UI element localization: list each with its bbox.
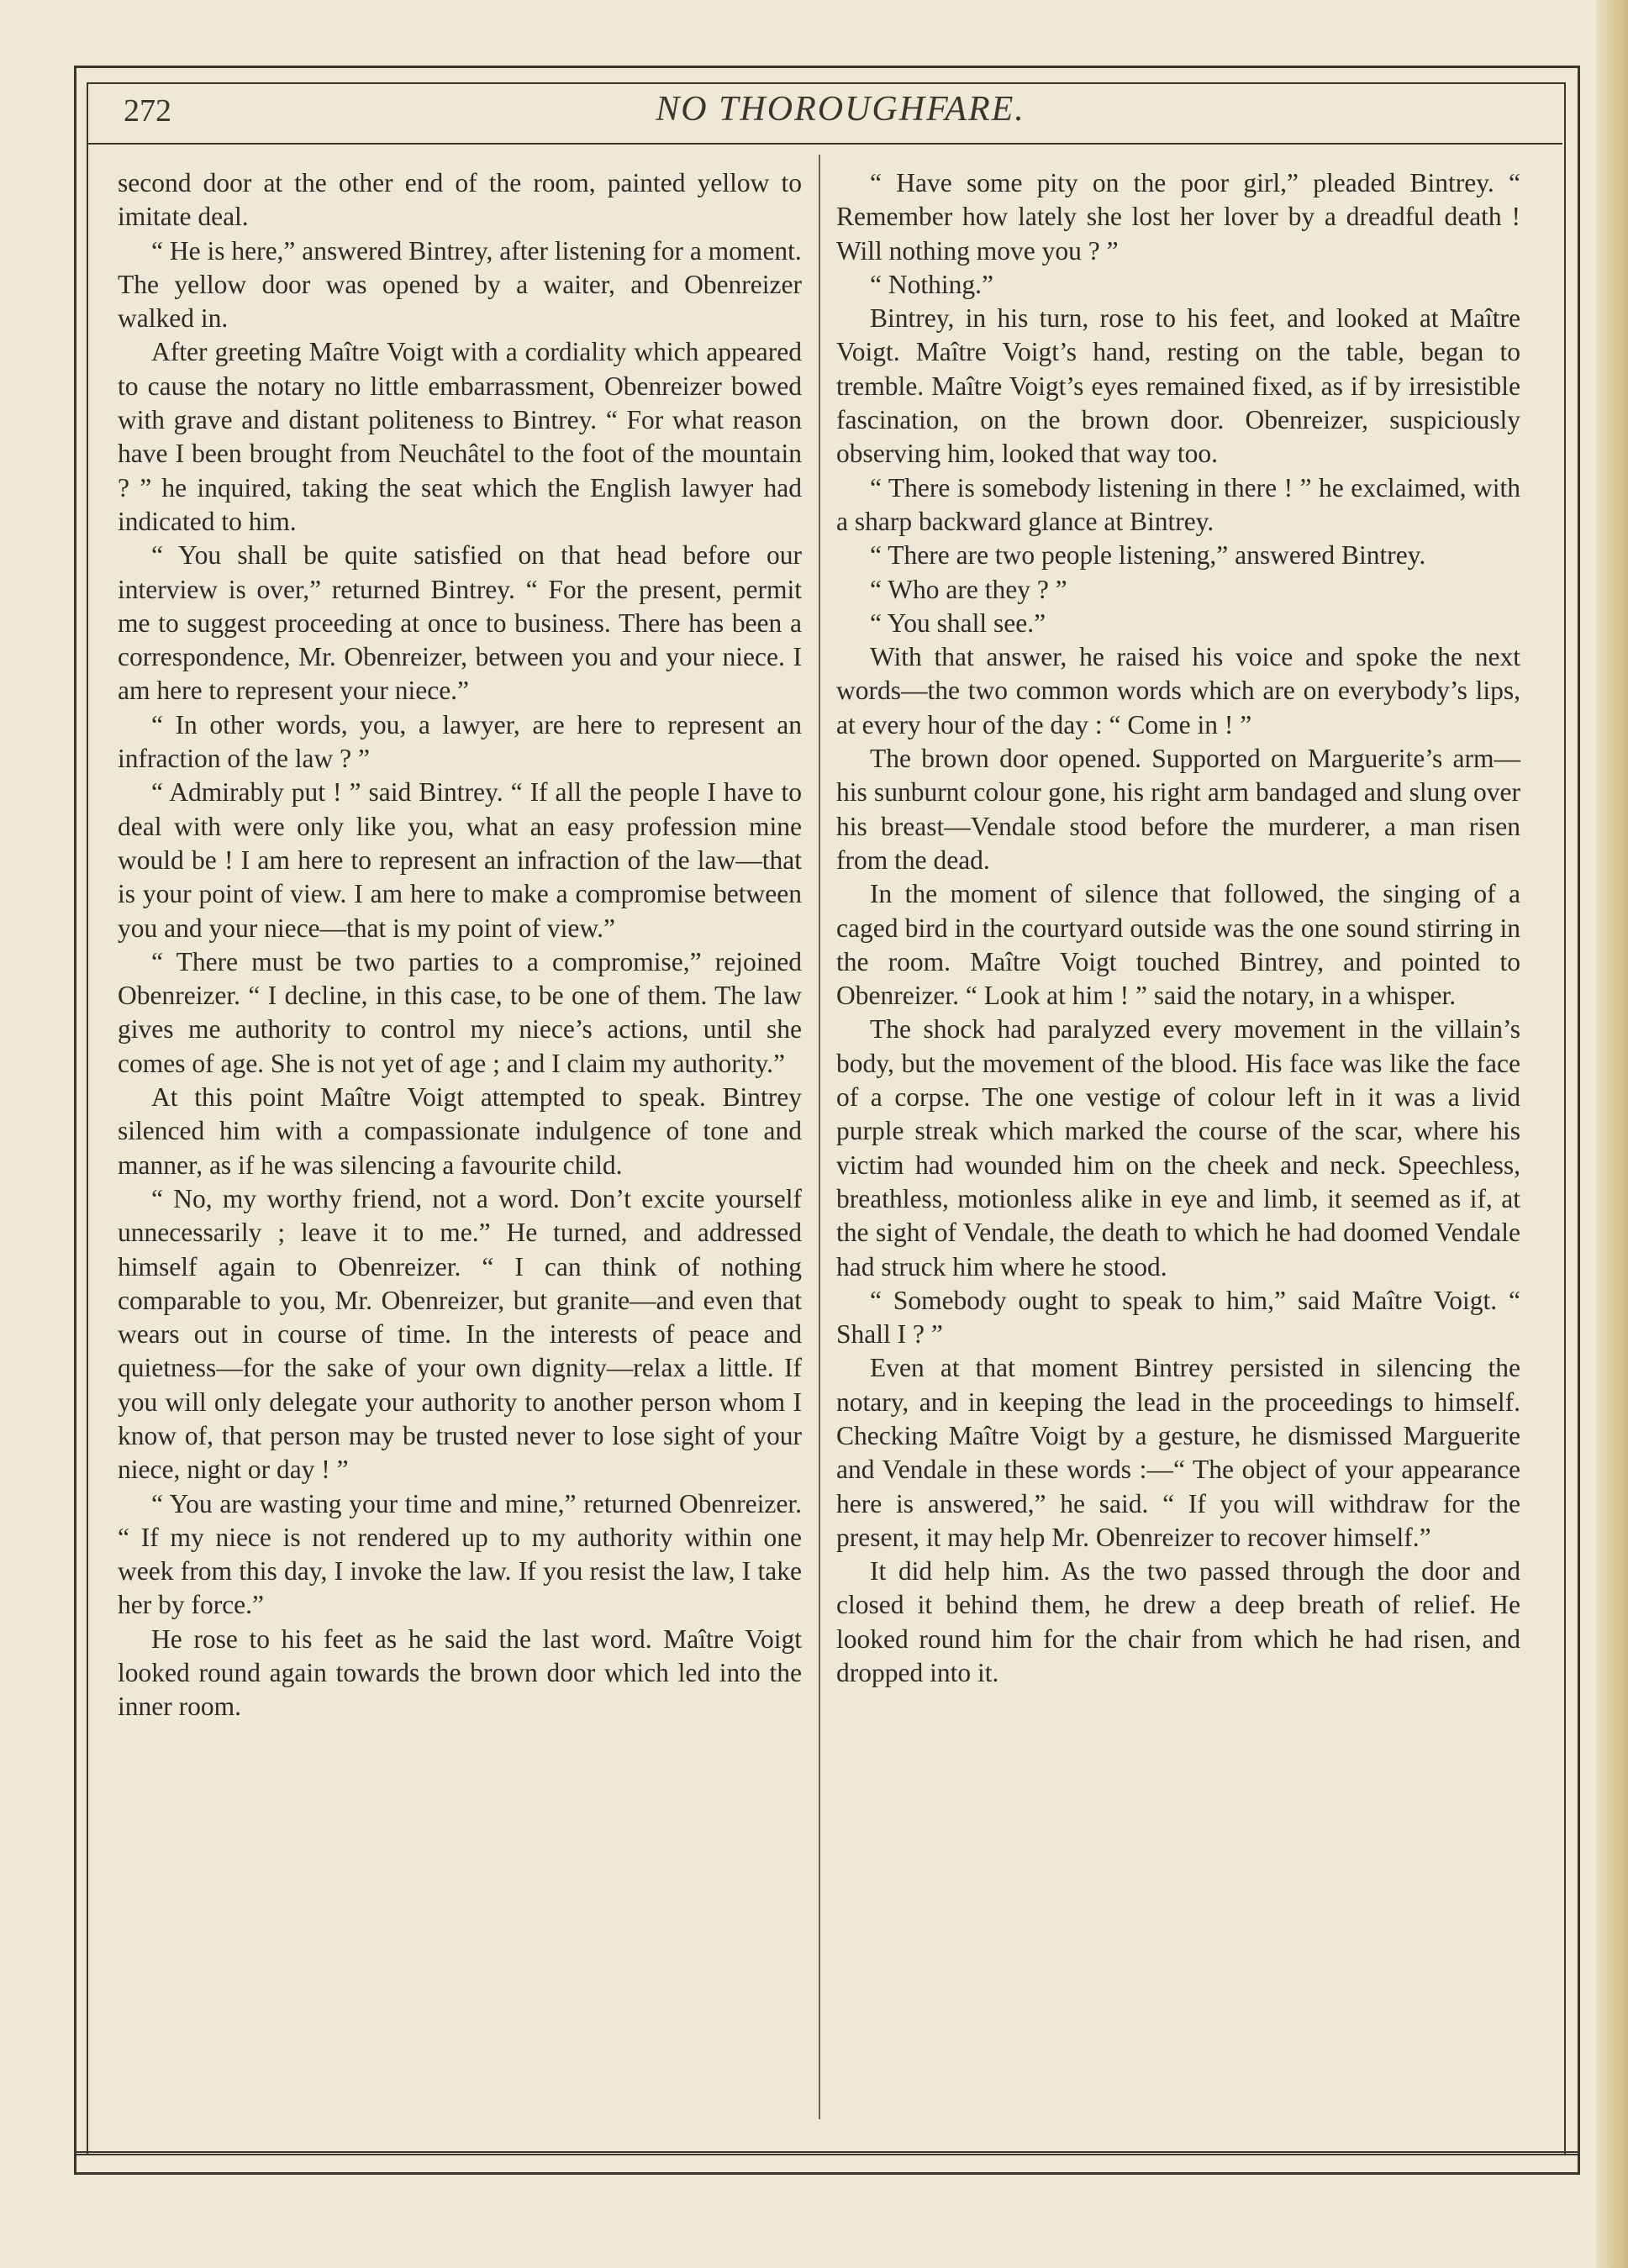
page-number: 272: [124, 93, 171, 129]
paragraph: “ Nothing.”: [870, 269, 993, 299]
paragraph: Bintrey, in his turn, rose to his feet, and looked at Maître Voigt. Maître Voigt’s hand, resting on the table, began to tremble. Maître Voigt’s eyes remained fixed, as if by irresistible fascination, on the brown door. Obenreizer, suspiciously observing him, looked that way too.: [836, 303, 1520, 469]
paragraph: “ Who are they ? ”: [870, 574, 1067, 604]
right-column: [836, 166, 1520, 1690]
paragraph: “ You shall be quite satisfied on that head before our interview is over,” returned Bintrey. “ For the present, permit me to suggest proceeding at once to business. There has been a correspondence, Mr. Obenreizer, between you and your niece. I am here to represent your niece.”: [118, 540, 802, 706]
paragraph: “ Admirably put ! ” said Bintrey. “ If all the people I have to deal with were only like you, what an easy profession mine would be ! I am here to represent an infraction of the law—that is your point of view. I am here to make a compromise between you and your niece—that is my point of view.”: [118, 777, 802, 943]
column-divider: [819, 155, 820, 2119]
left-column: [118, 166, 802, 1724]
paragraph: The shock had paralyzed every movement in the villain’s body, but the movement of the blood. His face was like the face of a corpse. The one vestige of colour left in it was a livid purple streak which marked the course of the scar, where his victim had wounded him on the cheek and neck. Speechless, breathless, motionless alike in eye and limb, it seemed as if, at the sight of Vendale, the death to which he had doomed Vendale had struck him where he stood.: [836, 1014, 1520, 1281]
paragraph: “ You are wasting your time and mine,” returned Obenreizer. “ If my niece is not rendered up to my authority within one week from this day, I invoke the law. If you resist the law, I take her by force.”: [118, 1488, 802, 1620]
page-edge: [1596, 0, 1628, 2268]
paragraph: In the moment of silence that followed, the singing of a caged bird in the courtyard outside was the one sound stirring in the room. Maître Voigt touched Bintrey, and pointed to Obenreizer. “ Look at him ! ” said the notary, in a whisper.: [836, 879, 1520, 1011]
paragraph: “ He is here,” answered Bintrey, after listening for a moment.: [151, 235, 802, 266]
header-rule: [87, 143, 1562, 145]
paragraph: “ Somebody ought to speak to him,” said Maître Voigt. “ Shall I ? ”: [836, 1285, 1520, 1350]
paragraph: At this point Maître Voigt attempted to speak. Bintrey silenced him with a compassionate indulgence of tone and manner, as if he was silencing a favourite child.: [118, 1082, 802, 1180]
paragraph: “ There are two people listening,” answered Bintrey.: [870, 540, 1426, 571]
paragraph: “ No, my worthy friend, not a word. Don’t excite yourself unnecessarily ; leave it to me.” He turned, and addressed himself again to Obenreizer. “ I can think of nothing comparable to you, Mr. Obenreizer, but granite—and even that wears out in course of time. In the interests of peace and quietness—for the sake of your own dignity—relax a little. If you will only delegate your authority to another person whom I know of, that person may be trusted never to lose sight of your niece, night or day ! ”: [118, 1183, 802, 1485]
paragraph: After greeting Maître Voigt with a cordiality which appeared to cause the notary no little embarrassment, Obenreizer bowed with grave and distant politeness to Bintrey. “ For what reason have I been brought from Neuchâtel to the foot of the mountain ? ” he inquired, taking the seat which the English lawyer had indicated to him.: [118, 337, 802, 536]
paragraph: “ In other words, you, a lawyer, are here to represent an infraction of the law ? ”: [118, 709, 802, 774]
paragraph: He rose to his feet as he said the last word. Maître Voigt looked round again towards the brown door which led into the inner room.: [118, 1623, 802, 1722]
paragraph: “ You shall see.”: [870, 608, 1046, 638]
running-title: NO THOROUGHFARE.: [656, 90, 1025, 129]
paragraph: The brown door opened. Supported on Marguerite’s arm—his sunburnt colour gone, his right arm bandaged and slung over his breast—Vendale stood before the murderer, a man risen from the dead.: [836, 744, 1520, 875]
paragraph: “ Have some pity on the poor girl,” pleaded Bintrey. “ Remember how lately she lost her lover by a dreadful death ! Will nothing move you ? ”: [836, 168, 1520, 266]
paragraph: It did help him. As the two passed through the door and closed it behind them, he drew a deep breath of relief. He looked round him for the chair from which he had risen, and dropped into it.: [836, 1556, 1520, 1688]
paragraph: With that answer, he raised his voice and spoke the next words—the two common words which are on everybody’s lips, at every hour of the day : “ Come in ! ”: [836, 642, 1520, 739]
paragraph: “ There is somebody listening in there ! ” he exclaimed, with a sharp backward glance at Bintrey.: [836, 472, 1520, 536]
paragraph: Even at that moment Bintrey persisted in silencing the notary, and in keeping the lead in the proceedings to himself. Checking Maître Voigt by a gesture, he dismissed Marguerite and Vendale in these words :—“ The object of your appearance here is answered,” he said. “ If you will withdraw for the present, it may help Mr. Obenreizer to recover himself.”: [836, 1353, 1520, 1552]
paragraph: “ There must be two parties to a compromise,” rejoined Obenreizer. “ I decline, in this case, to be one of them. The law gives me authority to control my niece’s actions, until she comes of age. She is not yet of age ; and I claim my authority.”: [118, 946, 802, 1078]
bottom-rule: [74, 2151, 1580, 2155]
paragraph: The yellow door was opened by a waiter, and Obenreizer walked in.: [118, 269, 802, 334]
paragraph: second door at the other end of the room, painted yellow to imitate deal.: [118, 168, 802, 232]
